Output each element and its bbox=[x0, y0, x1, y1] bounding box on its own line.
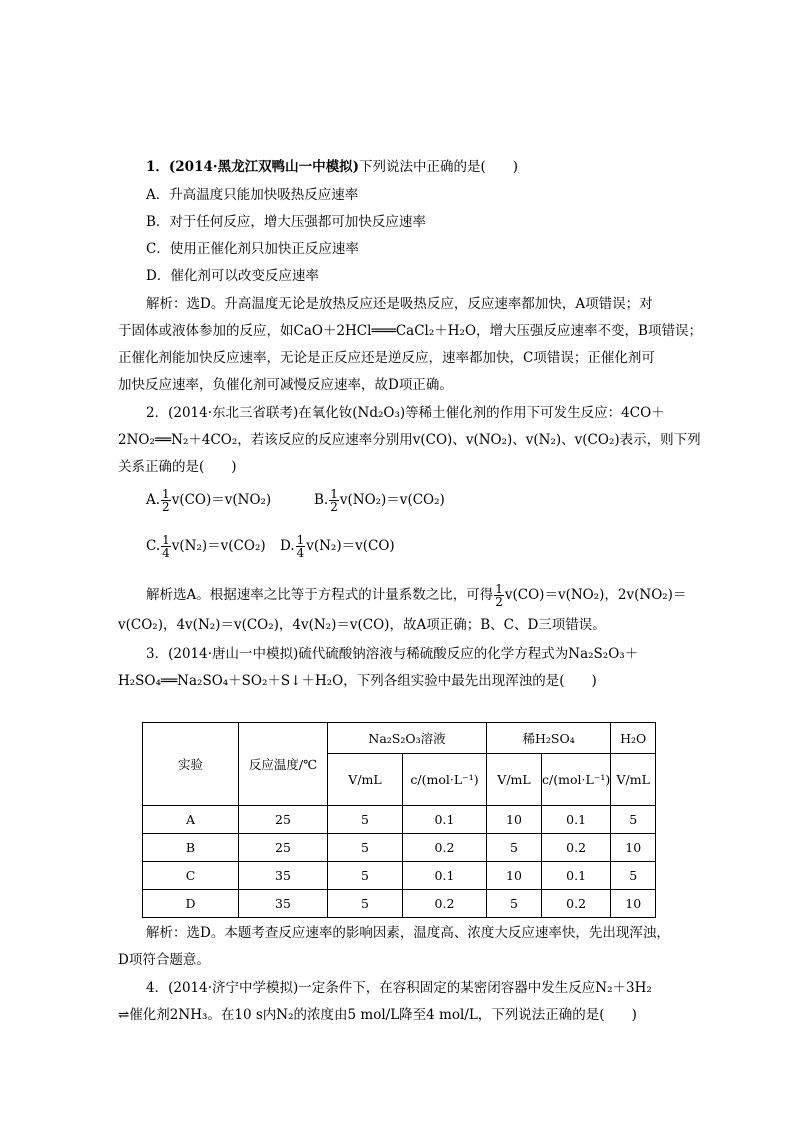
table-cell: 10 bbox=[487, 806, 542, 834]
q2-option-c bbox=[146, 534, 395, 559]
option-label: B. bbox=[314, 492, 329, 508]
q2-option-a bbox=[146, 488, 271, 513]
experiment-table bbox=[142, 722, 656, 918]
table-cell: 0.1 bbox=[542, 862, 611, 890]
q3-stem-line: H₂SO₄══Na₂SO₄＋SO₂＋S↓＋H₂O，下列各组实验中最先出现浑浊的是( ) bbox=[118, 673, 597, 689]
table-header: H₂O bbox=[611, 723, 656, 754]
q1-stem bbox=[146, 158, 518, 176]
fraction: $\frac{1}{4}$ bbox=[162, 533, 170, 560]
table-cell: 5 bbox=[328, 890, 403, 918]
table-cell: 5 bbox=[328, 862, 403, 890]
q3-analysis-line: D项符合题意。 bbox=[118, 952, 210, 968]
option-expr: v(CO)＝v(NO₂) bbox=[171, 492, 272, 508]
fraction: $\frac{1}{2}$ bbox=[495, 582, 503, 609]
table-header: 稀H₂SO₄ bbox=[487, 723, 611, 754]
q1-analysis-line: 于固体或液体参加的反应，如CaO＋2HCl═══CaCl₂＋H₂O，增大压强反应速率不变，B项错误； bbox=[118, 323, 702, 339]
table-cell: 10 bbox=[611, 834, 656, 862]
table-cell: 25 bbox=[239, 834, 328, 862]
option-expr: v(N₂)＝v(CO₂) bbox=[171, 538, 266, 554]
q3-analysis-line: 解析：选D。本题考查反应速率的影响因素，温度高、浓度大反应速率快，先出现浑浊， bbox=[146, 925, 670, 941]
option-label: A. bbox=[146, 492, 161, 508]
table-cell: 5 bbox=[328, 834, 403, 862]
table-cell: 5 bbox=[487, 834, 542, 862]
table-cell: 10 bbox=[487, 862, 542, 890]
q1-option-d: D．催化剂可以改变反应速率 bbox=[146, 268, 319, 284]
q1-option-a: A．升高温度只能加快吸热反应速率 bbox=[146, 187, 359, 203]
option-label: D. bbox=[279, 538, 295, 554]
table-cell: 10 bbox=[611, 890, 656, 918]
table-cell: 0.2 bbox=[403, 890, 487, 918]
table-cell: 0.2 bbox=[542, 890, 611, 918]
table-cell: 0.1 bbox=[542, 806, 611, 834]
table-row bbox=[143, 862, 656, 890]
q1-analysis-line: 正催化剂能加快反应速率，无论是正反应还是逆反应，速率都加快，C项错误；正催化剂可 bbox=[118, 350, 655, 366]
q1-analysis-line: 解析：选D。升高温度无论是放热反应还是吸热反应，反应速率都加快，A项错误；对 bbox=[146, 296, 653, 312]
table-cell: C bbox=[143, 862, 239, 890]
q1-option-c: C．使用正催化剂只加快正反应速率 bbox=[146, 241, 359, 257]
q3-stem-line: 3．(2014·唐山一中模拟)硫代硫酸钠溶液与稀硫酸反应的化学方程式为Na₂S₂O₃＋ bbox=[146, 646, 639, 662]
table-row bbox=[143, 834, 656, 862]
table-cell: 5 bbox=[611, 862, 656, 890]
table-header: V/mL bbox=[328, 754, 403, 806]
option-expr: v(N₂)＝v(CO) bbox=[306, 538, 395, 554]
q2-analysis-line: v(CO₂)，4v(N₂)＝v(CO₂)，4v(N₂)＝v(CO)，故A项正确；B、C、D三项错误。 bbox=[118, 617, 606, 633]
q1-source: (2014·黑龙江双鸭山一中模拟) bbox=[168, 159, 359, 175]
table-cell: 0.2 bbox=[403, 834, 487, 862]
fraction: $\frac{1}{2}$ bbox=[162, 487, 170, 514]
q4-stem-line: ⇌催化剂2NH₃。在10 s内N₂的浓度由5 mol/L降至4 mol/L，下列说法正确的是( ) bbox=[118, 1007, 637, 1023]
q2-analysis-line: 解析选A。根据速率之比等于方程式的计量系数之比，可得 $\frac{1}{2}$ v(CO)＝v(NO₂)，2v(NO₂)＝ bbox=[146, 582, 687, 609]
table-cell: 25 bbox=[239, 806, 328, 834]
table-row bbox=[143, 890, 656, 918]
table-header: 反应温度/℃ bbox=[239, 723, 328, 806]
table-cell: B bbox=[143, 834, 239, 862]
table-header: V/mL bbox=[487, 754, 542, 806]
table-row bbox=[143, 806, 656, 834]
table-cell: A bbox=[143, 806, 239, 834]
q2-stem-line: 2．(2014·东北三省联考)在氧化钕(Nd₂O₃)等稀土催化剂的作用下可发生反应：4CO＋ bbox=[146, 405, 665, 421]
q1-text: 下列说法中正确的是( ) bbox=[358, 159, 519, 175]
q2-stem-line: 2NO₂══N₂＋4CO₂，若该反应的反应速率分别用v(CO)、v(NO₂)、v(N₂)、v(CO₂)表示，则下列 bbox=[118, 432, 701, 448]
table-cell: 0.1 bbox=[403, 806, 487, 834]
table-cell: 35 bbox=[239, 890, 328, 918]
table-header: c/(mol·L⁻¹) bbox=[403, 754, 487, 806]
q2-option-b bbox=[314, 488, 445, 513]
table-cell: 0.1 bbox=[403, 862, 487, 890]
table-cell: 5 bbox=[611, 806, 656, 834]
fraction: $\frac{1}{4}$ bbox=[296, 533, 305, 560]
q1-option-b: B．对于任何反应，增大压强都可加快反应速率 bbox=[146, 214, 426, 230]
q4-stem-line: 4．(2014·济宁中学模拟)一定条件下，在容积固定的某密闭容器中发生反应N₂＋3H₂ bbox=[146, 980, 652, 996]
table-cell: D bbox=[143, 890, 239, 918]
fraction: $\frac{1}{2}$ bbox=[330, 487, 338, 514]
option-label: C. bbox=[146, 538, 161, 554]
q1-number: 1． bbox=[146, 159, 169, 175]
table-header: c/(mol·L⁻¹) bbox=[542, 754, 611, 806]
table-header: Na₂S₂O₃溶液 bbox=[328, 723, 487, 754]
table-cell: 5 bbox=[487, 890, 542, 918]
table-cell: 5 bbox=[328, 806, 403, 834]
table-header: 实验 bbox=[143, 723, 239, 806]
option-expr: v(NO₂)＝v(CO₂) bbox=[339, 492, 445, 508]
table-cell: 35 bbox=[239, 862, 328, 890]
q2-stem-line: 关系正确的是( ) bbox=[118, 459, 237, 475]
table-header: V/mL bbox=[611, 754, 656, 806]
q1-analysis-line: 加快反应速率，负催化剂可减慢反应速率，故D项正确。 bbox=[118, 377, 453, 393]
table-cell: 0.2 bbox=[542, 834, 611, 862]
